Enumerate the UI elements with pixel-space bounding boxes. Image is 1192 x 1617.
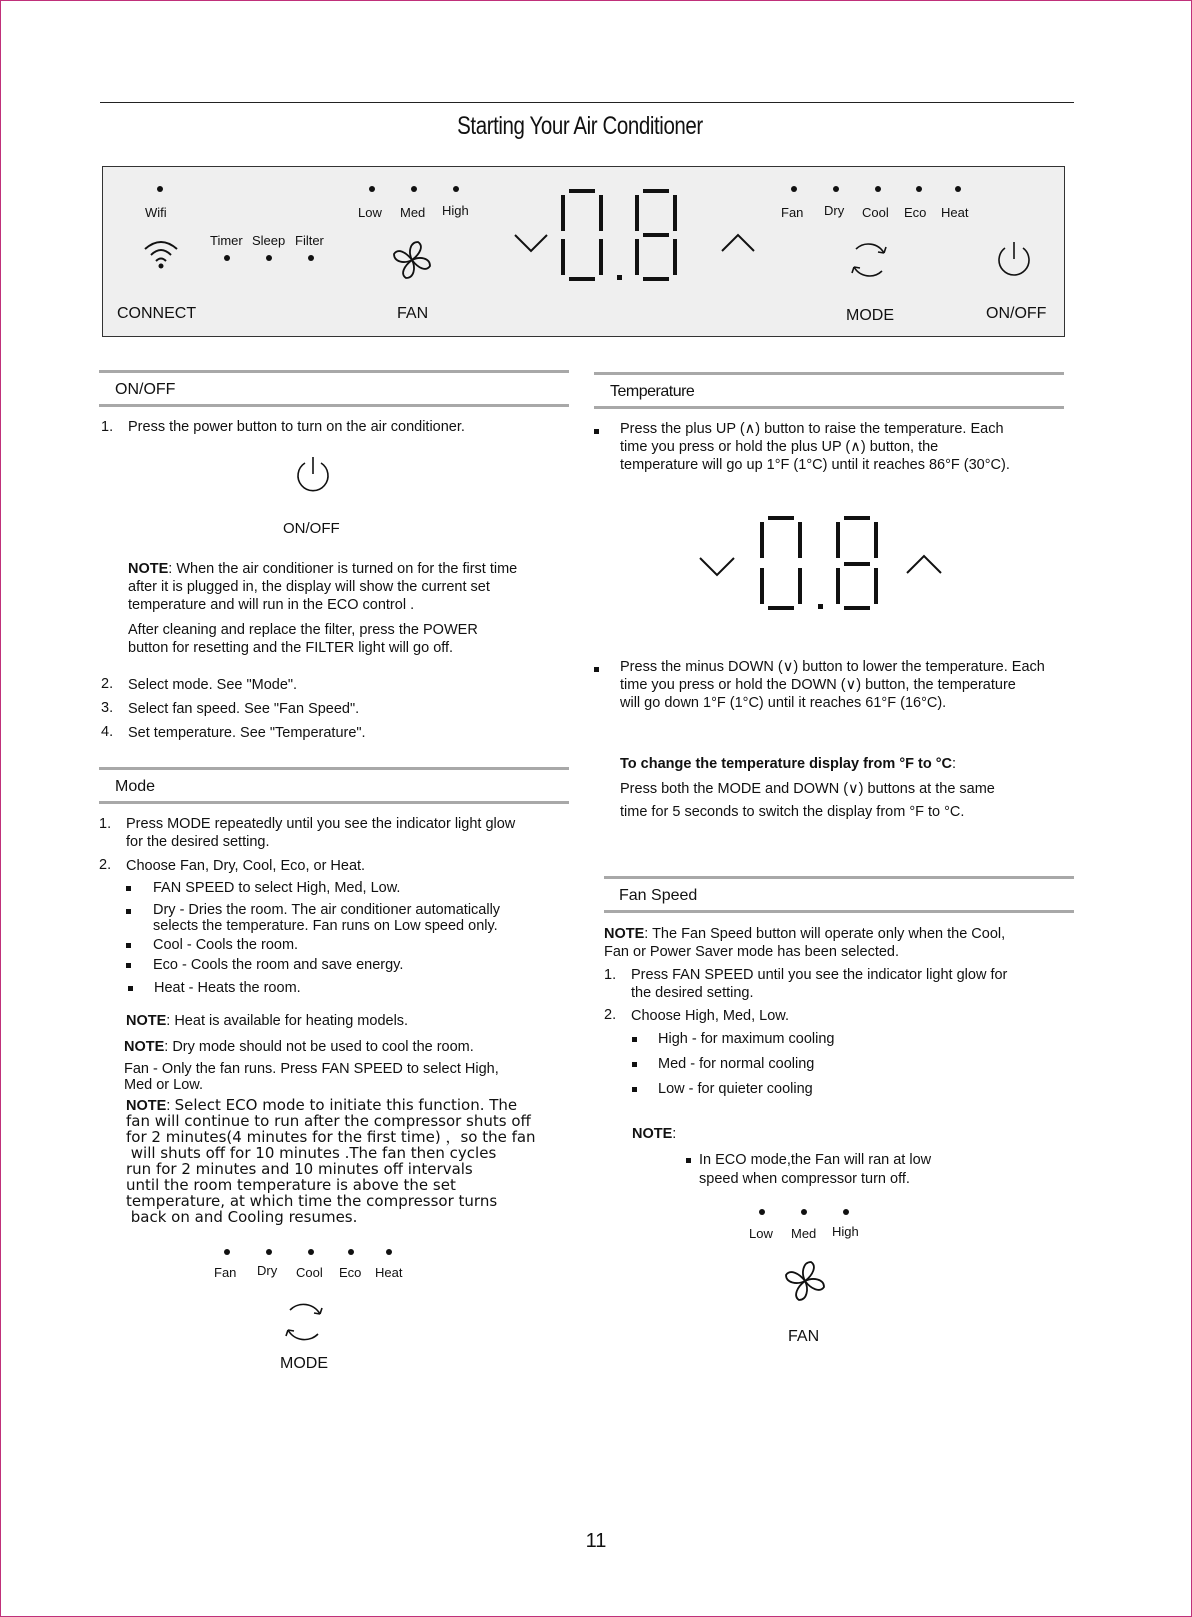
mode-eco-note-line-6: until the room temperature is above the set — [126, 1176, 456, 1194]
temperature-heading-bottom-bar — [594, 406, 1064, 409]
mode-bullet-cool: Cool - Cools the room. — [153, 937, 299, 953]
mode-heat-indicator — [955, 186, 961, 192]
fan-icon — [391, 239, 433, 281]
mode-step1-number: 1. — [99, 816, 112, 832]
temp-down-bullet — [594, 667, 599, 672]
fan-bullet-2 — [632, 1062, 637, 1067]
mode-cool-label: Cool — [862, 205, 889, 220]
page-title: Starting Your Air Conditioner — [457, 112, 703, 140]
fan-step2-number: 2. — [604, 1007, 617, 1023]
mode-eco-note-line-5: run for 2 minutes and 10 minutes off intervals — [126, 1160, 473, 1178]
temp-up-line-3: temperature will go up 1°F (1°C) until it reaches 86°F (30°C). — [620, 457, 1010, 473]
mode-bullet-2 — [126, 909, 131, 914]
mode-eco-note-line-8: back on and Cooling resumes. — [126, 1208, 358, 1226]
onoff-heading: ON/OFF — [115, 381, 176, 398]
top-rule — [100, 102, 1074, 103]
wifi-icon — [143, 237, 179, 269]
mode-heading-top-bar — [99, 767, 569, 770]
mode-note-heat-prefix: NOTE — [126, 1013, 167, 1029]
fan-speed-heading-bottom-bar — [604, 910, 1074, 913]
wifi-label: Wifi — [145, 205, 167, 220]
mode-bullet-1 — [126, 886, 131, 891]
temp-down-arrow-icon — [698, 556, 736, 578]
fan-section-icon-label: FAN — [788, 1328, 820, 1345]
fan-note-line-2: Fan or Power Saver mode has been selected. — [604, 944, 899, 960]
mode-note-heat-text: : Heat is available for heating models. — [166, 1013, 409, 1029]
mode-eco-note-line-2: fan will continue to run after the compressor shuts off — [126, 1112, 531, 1130]
mode-section-icon-label: MODE — [280, 1355, 328, 1372]
fan-eco-line-2: speed when compressor turn off. — [699, 1171, 910, 1187]
temp-down-line-2: time you press or hold the DOWN (∨) button, the temperature — [620, 677, 1016, 693]
fan-low-indicator — [369, 186, 375, 192]
mode-bullet-dry-2: selects the temperature. Fan runs on Low speed only. — [153, 918, 498, 934]
mode-dry-indicator — [833, 186, 839, 192]
mode-bullet-heat: Heat - Heats the room. — [154, 980, 301, 996]
temp-down-line-1: Press the minus DOWN (∨) button to lower the temperature. Each — [620, 659, 1045, 675]
mode-eco-note-line-4: will shuts off for 10 minutes .The fan then cycles — [126, 1144, 497, 1162]
mode-bullet-5 — [128, 986, 133, 991]
mode-bullet-4 — [126, 963, 131, 968]
mode-icon-cool-label: Cool — [296, 1265, 323, 1280]
fan-icon-med-indicator — [801, 1209, 807, 1215]
temp-change-line-2: time for 5 seconds to switch the display from °F to °C. — [620, 804, 965, 820]
temp-up-bullet — [594, 429, 599, 434]
mode-heading-bottom-bar — [99, 801, 569, 804]
filter-label: Filter — [295, 233, 324, 248]
fan-bullet-med: Med - for normal cooling — [658, 1056, 815, 1072]
fan-eco-bullet — [686, 1158, 691, 1163]
fan-step1-line-1: Press FAN SPEED until you see the indicator light glow for — [631, 967, 1008, 983]
fan-bullet-high: High - for maximum cooling — [658, 1031, 835, 1047]
onoff-power-icon — [295, 455, 331, 493]
fan-step1-number: 1. — [604, 967, 617, 983]
mode-dry-label: Dry — [824, 203, 845, 218]
mode-note-dry — [124, 1038, 474, 1056]
fan-eco-line-1: In ECO mode,the Fan will ran at low — [699, 1152, 932, 1168]
onoff-step1-number: 1. — [101, 419, 114, 435]
mode-note-dry-text: : Dry mode should not be used to cool the room. — [164, 1039, 474, 1055]
fan-note-line-1 — [604, 925, 1005, 943]
temp-up-line-2: time you press or hold the plus UP (∧) button, the — [620, 439, 939, 455]
mode-note-dry-prefix: NOTE — [124, 1039, 165, 1055]
onoff-step4: Set temperature. See "Temperature". — [128, 725, 366, 741]
mode-bullet-3 — [126, 943, 131, 948]
fan-med-indicator — [411, 186, 417, 192]
fan-note2 — [632, 1125, 676, 1143]
mode-note-heat — [126, 1012, 408, 1030]
fan-note-text-1: : The Fan Speed button will operate only when the Cool, — [644, 926, 1006, 942]
mode-bullet-fan-speed: FAN SPEED to select High, Med, Low. — [153, 880, 401, 896]
fan-bullet-1 — [632, 1037, 637, 1042]
onoff-step2-number: 2. — [101, 676, 114, 692]
timer-label: Timer — [210, 233, 243, 248]
power-icon — [995, 239, 1033, 279]
fan-icon-med-label: Med — [791, 1226, 817, 1241]
mode-eco-note-first: Select ECO mode to initiate this function. The — [174, 1096, 518, 1114]
fan-icon-low-indicator — [759, 1209, 765, 1215]
onoff-panel-label: ON/OFF — [986, 305, 1047, 322]
temp-change-heading — [620, 755, 956, 773]
fan-med-label: Med — [400, 205, 426, 220]
onoff-heading-bottom-bar — [99, 404, 569, 407]
mode-eco-note-line-3: for 2 minutes(4 minutes for the first time) ，so the fan — [126, 1128, 536, 1146]
fan-icon-low-label: Low — [749, 1226, 773, 1241]
mode-icon-heat-label: Heat — [375, 1265, 403, 1280]
mode-heat-label: Heat — [941, 205, 969, 220]
onoff-step1: Press the power button to turn on the air conditioner. — [128, 419, 465, 435]
temperature-heading-top-bar — [594, 372, 1064, 375]
mode-step2: Choose Fan, Dry, Cool, Eco, or Heat. — [126, 858, 366, 874]
mode-eco-note-prefix: NOTE — [126, 1098, 167, 1114]
onoff-icon-label: ON/OFF — [283, 520, 340, 537]
mode-icon-cool-indicator — [308, 1249, 314, 1255]
mode-fan-indicator — [791, 186, 797, 192]
fan-panel-label: FAN — [397, 305, 429, 322]
mode-icon-heat-indicator — [386, 1249, 392, 1255]
mode-panel-label: MODE — [846, 307, 894, 324]
mode-step1-line-1: Press MODE repeatedly until you see the indicator light glow — [126, 816, 516, 832]
mode-fan-label: Fan — [781, 205, 804, 220]
fan-bullet-low: Low - for quieter cooling — [658, 1081, 813, 1097]
fan-bullet-3 — [632, 1087, 637, 1092]
temperature-heading: Temperature — [610, 383, 695, 400]
wifi-indicator — [157, 186, 163, 192]
fan-section-fan-icon — [783, 1259, 827, 1303]
temp-up-line-1: Press the plus UP (∧) button to raise the temperature. Each — [620, 421, 1004, 437]
filter-indicator — [308, 255, 314, 261]
fan-speed-heading: Fan Speed — [619, 887, 698, 904]
mode-eco-note-colon: : — [166, 1097, 175, 1114]
onoff-note-line-1 — [128, 560, 517, 578]
mode-icon-dry-label: Dry — [257, 1263, 278, 1278]
mode-step2-number: 2. — [99, 857, 112, 873]
mode-section-cycle-icon — [282, 1300, 326, 1344]
onoff-note-prefix: NOTE — [128, 561, 169, 577]
mode-step1-line-2: for the desired setting. — [126, 834, 270, 850]
fan-high-indicator — [453, 186, 459, 192]
mode-cycle-icon — [848, 239, 890, 281]
mode-icon-fan-indicator — [224, 1249, 230, 1255]
fan-note2-prefix: NOTE — [632, 1126, 673, 1142]
mode-icon-eco-label: Eco — [339, 1265, 362, 1280]
fan-icon-high-label: High — [832, 1224, 859, 1239]
control-panel — [102, 166, 1065, 337]
up-arrow-icon — [720, 233, 756, 253]
down-arrow-icon — [513, 233, 549, 253]
connect-label: CONNECT — [117, 305, 197, 322]
page-number: 11 — [585, 1530, 607, 1552]
temp-up-arrow-icon — [905, 554, 943, 576]
mode-bullet-dry-1: Dry - Dries the room. The air conditioner automatically — [153, 902, 501, 918]
temp-down-line-3: will go down 1°F (1°C) until it reaches 61°F (16°C). — [620, 695, 947, 711]
mode-eco-label: Eco — [904, 205, 927, 220]
mode-bullet-eco: Eco - Cools the room and save energy. — [153, 957, 404, 973]
fan-step1-line-2: the desired setting. — [631, 985, 754, 1001]
temp-change-heading-colon: : — [952, 756, 957, 772]
fan-icon-high-indicator — [843, 1209, 849, 1215]
timer-indicator — [224, 255, 230, 261]
fan-note-prefix: NOTE — [604, 926, 645, 942]
mode-icon-fan-label: Fan — [214, 1265, 237, 1280]
mode-icon-dry-indicator — [266, 1249, 272, 1255]
onoff-heading-top-bar — [99, 370, 569, 373]
seven-segment-display — [557, 187, 687, 287]
onoff-note2-line-2: button for resetting and the FILTER light will go off. — [128, 640, 454, 656]
mode-eco-indicator — [916, 186, 922, 192]
temp-change-heading-text: To change the temperature display from °F to °C — [620, 756, 952, 772]
onoff-step4-number: 4. — [101, 724, 114, 740]
fan-speed-heading-top-bar — [604, 876, 1074, 879]
fan-high-label: High — [442, 203, 469, 218]
onoff-step2: Select mode. See "Mode". — [128, 677, 298, 693]
mode-cool-indicator — [875, 186, 881, 192]
sleep-indicator — [266, 255, 272, 261]
sleep-label: Sleep — [252, 233, 286, 248]
fan-low-label: Low — [358, 205, 382, 220]
fan-step2: Choose High, Med, Low. — [631, 1008, 789, 1024]
mode-fan-line-2: Med or Low. — [124, 1077, 203, 1093]
onoff-note-line-3: temperature and will run in the ECO control . — [128, 597, 415, 613]
mode-fan-line-1: Fan - Only the fan runs. Press FAN SPEED to select High, — [124, 1061, 499, 1077]
mode-eco-note-line-7: temperature, at which time the compressor turns — [126, 1192, 498, 1210]
onoff-step3-number: 3. — [101, 700, 114, 716]
mode-icon-eco-indicator — [348, 1249, 354, 1255]
onoff-note-line-2: after it is plugged in, the display will show the current set — [128, 579, 490, 595]
mode-heading: Mode — [115, 778, 156, 795]
fan-note2-colon: : — [672, 1126, 677, 1142]
onoff-note-text-1: : When the air conditioner is turned on for the first time — [168, 561, 518, 577]
temp-change-line-1: Press both the MODE and DOWN (∨) buttons at the same — [620, 781, 995, 797]
temp-seven-segment-display — [756, 514, 890, 614]
onoff-note2-line-1: After cleaning and replace the filter, press the POWER — [128, 622, 478, 638]
onoff-step3: Select fan speed. See "Fan Speed". — [128, 701, 360, 717]
